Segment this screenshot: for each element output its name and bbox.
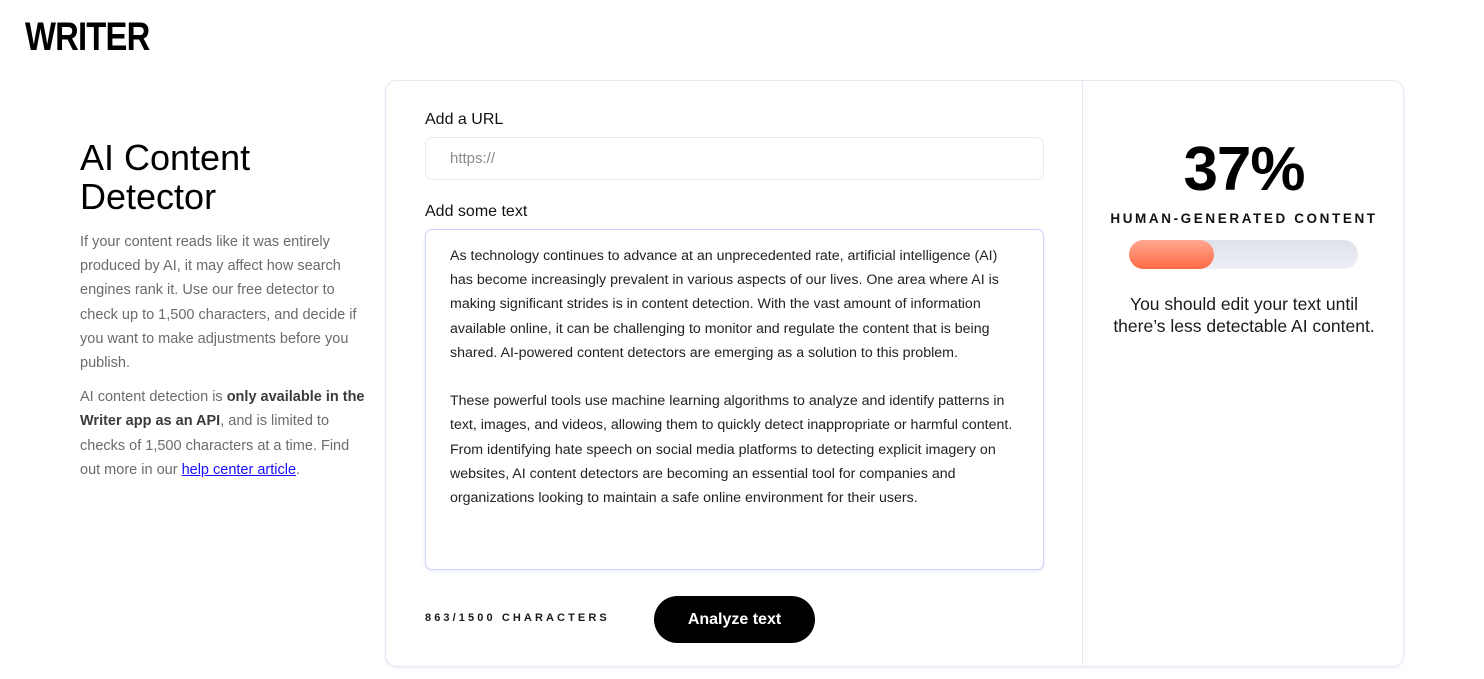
score-progress-fill bbox=[1129, 240, 1214, 269]
intro-section bbox=[80, 138, 370, 492]
writer-logo[interactable]: WRITER bbox=[25, 15, 150, 59]
availability-note: AI content detection is only available in the Writer app as an API, and is limited to checks of 1,500 characters at a time. Find out more in our help center article. bbox=[80, 389, 365, 478]
url-input[interactable] bbox=[425, 137, 1044, 180]
human-score-percent: 37% bbox=[1183, 135, 1305, 204]
availability-highlight: only available in the Writer app as an API bbox=[80, 389, 365, 430]
score-progress-bar bbox=[1129, 240, 1358, 269]
character-count: 863/1500 CHARACTERS bbox=[425, 612, 610, 624]
intro-description: If your content reads like it was entirely produced by AI, it may affect how search engines rank it. Use our free detector to check up to 1,500 characters, and decide if you want to make adjustments before you publish. bbox=[80, 234, 357, 372]
help-center-link[interactable]: help center article bbox=[181, 461, 297, 478]
text-paragraph: These powerful tools use machine learning algorithms to analyze and identify patterns in text, images, and videos, allowing them to quickly detect inappropriate or harmful content. From identifying hate speech on social media platforms to detecting explicit imagery on websites, AI content detectors are becoming an essential tool for companies and organizations looking to maintain a safe online environment for their users. bbox=[450, 393, 1013, 507]
human-score-label: HUMAN-GENERATED CONTENT bbox=[1110, 211, 1378, 226]
text-paragraph: As technology continues to advance at an unprecedented rate, artificial intelligence (AI) has become increasingly prevalent in various aspects of our lives. One area where AI is making significant strides is in content detection. With the vast amount of information available online, it can be challenging to monitor and regulate the content that is being shared. AI-powered content detectors are emerging as a solution to this problem. bbox=[450, 248, 999, 361]
analyze-text-button[interactable]: Analyze text bbox=[654, 596, 815, 643]
page-title: AI Content Detector bbox=[80, 137, 251, 217]
text-input[interactable] bbox=[425, 229, 1044, 570]
url-label: Add a URL bbox=[425, 111, 504, 128]
detector-card bbox=[385, 80, 1404, 667]
text-label: Add some text bbox=[425, 203, 528, 220]
result-message: You should edit your text until there’s less detectable AI content. bbox=[1113, 294, 1375, 336]
